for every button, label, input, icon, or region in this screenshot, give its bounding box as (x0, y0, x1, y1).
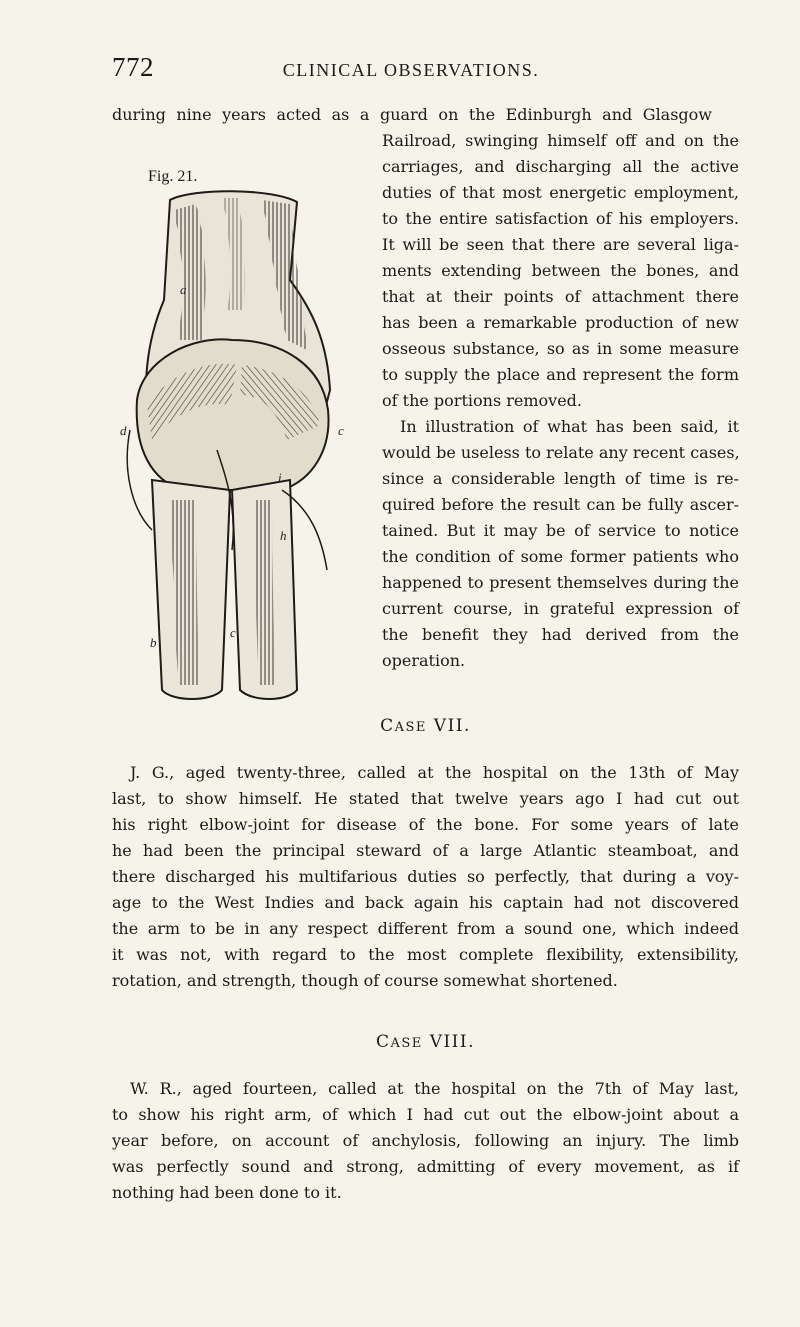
figure-label-c-upper: c (338, 423, 344, 438)
text-line: last, to show himself. He stated that twelve years ago I had cut out (112, 789, 739, 808)
figure-label-b: b (150, 635, 157, 650)
text-line: would be useless to relate any recent cases, (382, 443, 740, 462)
text-line: to the entire satisfaction of his employers. (382, 209, 739, 228)
text-line: It will be seen that there are several liga- (382, 235, 739, 254)
text-line: he had been the principal steward of a large Atlantic steamboat, and (112, 841, 739, 860)
figure-label-i: i (278, 470, 282, 485)
case-heading-viii (112, 1032, 739, 1052)
figure-label-h: h (280, 528, 287, 543)
page-number: 772 (112, 52, 154, 82)
case-heading-rest: ASE (394, 720, 427, 735)
text-line: has been a remarkable production of new (382, 313, 739, 332)
text-line: of the portions removed. (382, 391, 582, 410)
case-heading-rest: ASE (390, 1036, 423, 1051)
text-line: current course, in grateful expression of (382, 599, 739, 618)
text-line: the benefit they had derived from the (382, 625, 739, 644)
text-line: the condition of some former patients who (382, 547, 739, 566)
text-line: In illustration of what has been said, it (400, 417, 739, 436)
text-line: it was not, with regard to the most complete flexibility, extensibility, (112, 945, 739, 964)
text-line: there discharged his multifarious duties so perfectly, that during a voy- (112, 867, 739, 886)
elbow-bone-illustration (112, 190, 352, 710)
intro-line: during nine years acted as a guard on the Edinburgh and Glasgow (112, 105, 712, 124)
text-line: quired before the result can be fully ascer- (382, 495, 739, 514)
text-line: Railroad, swinging himself off and on the (382, 131, 739, 150)
figure-label-a: a (180, 282, 187, 297)
case-heading-number: VII. (433, 716, 471, 736)
text-line: his right elbow-joint for disease of the bone. For some years of late (112, 815, 739, 834)
text-line: to supply the place and represent the form (382, 365, 739, 384)
text-line: J. G., aged twenty-three, called at the hospital on the 13th of May (130, 763, 739, 782)
text-line: osseous substance, so as in some measure (382, 339, 739, 358)
text-line: ments extending between the bones, and (382, 261, 739, 280)
figure-caption: Fig. 21. (148, 168, 198, 185)
elbow-bone-figure (112, 190, 352, 710)
case-heading-cap: C (380, 716, 395, 736)
case-heading-cap: C (375, 1032, 391, 1052)
text-line: to show his right arm, of which I had cut out the elbow-joint about a (112, 1105, 739, 1124)
text-line: year before, on account of anchylosis, following an injury. The limb (112, 1131, 739, 1150)
case-heading-vii (112, 716, 739, 736)
text-line: duties of that most energetic employment, (382, 183, 739, 202)
text-line: operation. (382, 651, 466, 670)
text-line: happened to present themselves during the (382, 573, 739, 592)
case-heading-number: VIII. (429, 1032, 476, 1052)
page-header (112, 52, 710, 92)
text-line: tained. But it may be of service to notice (382, 521, 739, 540)
figure-label-c-lower: c (230, 625, 236, 640)
text-line: was perfectly sound and strong, admitting of every movement, as if (112, 1157, 739, 1176)
text-line: rotation, and strength, though of course somewhat shortened. (112, 971, 618, 990)
text-line: age to the West Indies and back again his captain had not discovered (112, 893, 739, 912)
text-line: W. R., aged fourteen, called at the hospital on the 7th of May last, (130, 1079, 739, 1098)
text-line: the arm to be in any respect different from a sound one, which indeed (112, 919, 739, 938)
running-title: CLINICAL OBSERVATIONS. (282, 60, 540, 80)
text-line: that at their points of attachment there (382, 287, 739, 306)
text-line: since a considerable length of time is re- (382, 469, 739, 488)
text-line: carriages, and discharging all the active (382, 157, 739, 176)
text-line: nothing had been done to it. (112, 1183, 342, 1202)
figure-label-d: d (120, 423, 127, 438)
